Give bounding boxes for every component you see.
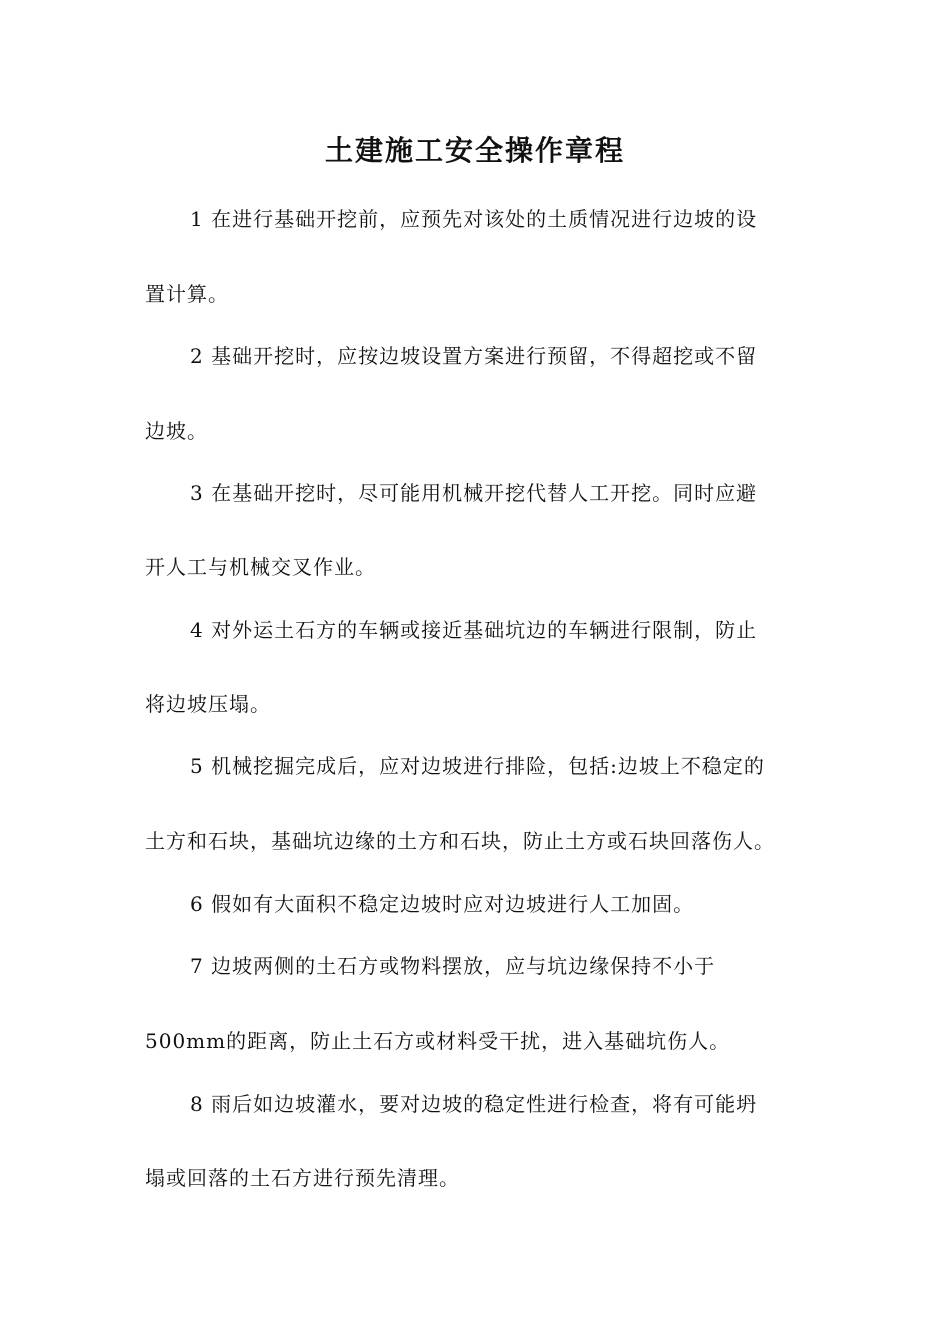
paragraph-1-line-1: 1 在进行基础开挖前，应预先对该处的土质情况进行边坡的设 (190, 207, 758, 231)
paragraph-2-line-2: 边坡。 (145, 419, 208, 443)
paragraph-8-line-2: 塌或回落的土石方进行预先清理。 (145, 1166, 460, 1190)
paragraph-7-line-2: 500mm的距离，防止土石方或材料受干扰，进入基础坑伤人。 (145, 1029, 731, 1053)
paragraph-2-line-1: 2 基础开挖时，应按边坡设置方案进行预留，不得超挖或不留 (190, 344, 758, 368)
paragraph-5-line-1: 5 机械挖掘完成后，应对边坡进行排险，包括:边坡上不稳定的 (190, 754, 765, 778)
paragraph-1-line-2: 置计算。 (145, 282, 229, 306)
paragraph-8-line-1: 8 雨后如边坡灌水，要对边坡的稳定性进行检查，将有可能坍 (190, 1092, 758, 1116)
paragraph-5-line-2: 土方和石块，基础坑边缘的土方和石块，防止土方或石块回落伤人。 (145, 829, 775, 853)
paragraph-6-line-1: 6 假如有大面积不稳定边坡时应对边坡进行人工加固。 (190, 892, 695, 916)
paragraph-4-line-2: 将边坡压塌。 (145, 692, 271, 716)
paragraph-3-line-2: 开人工与机械交叉作业。 (145, 555, 376, 579)
paragraph-7-line-1: 7 边坡两侧的土石方或物料摆放，应与坑边缘保持不小于 (190, 954, 716, 978)
document-title: 土建施工安全操作章程 (324, 134, 625, 167)
paragraph-4-line-1: 4 对外运土石方的车辆或接近基础坑边的车辆进行限制，防止 (190, 618, 758, 642)
paragraph-3-line-1: 3 在基础开挖时，尽可能用机械开挖代替人工开挖。同时应避 (190, 481, 758, 505)
